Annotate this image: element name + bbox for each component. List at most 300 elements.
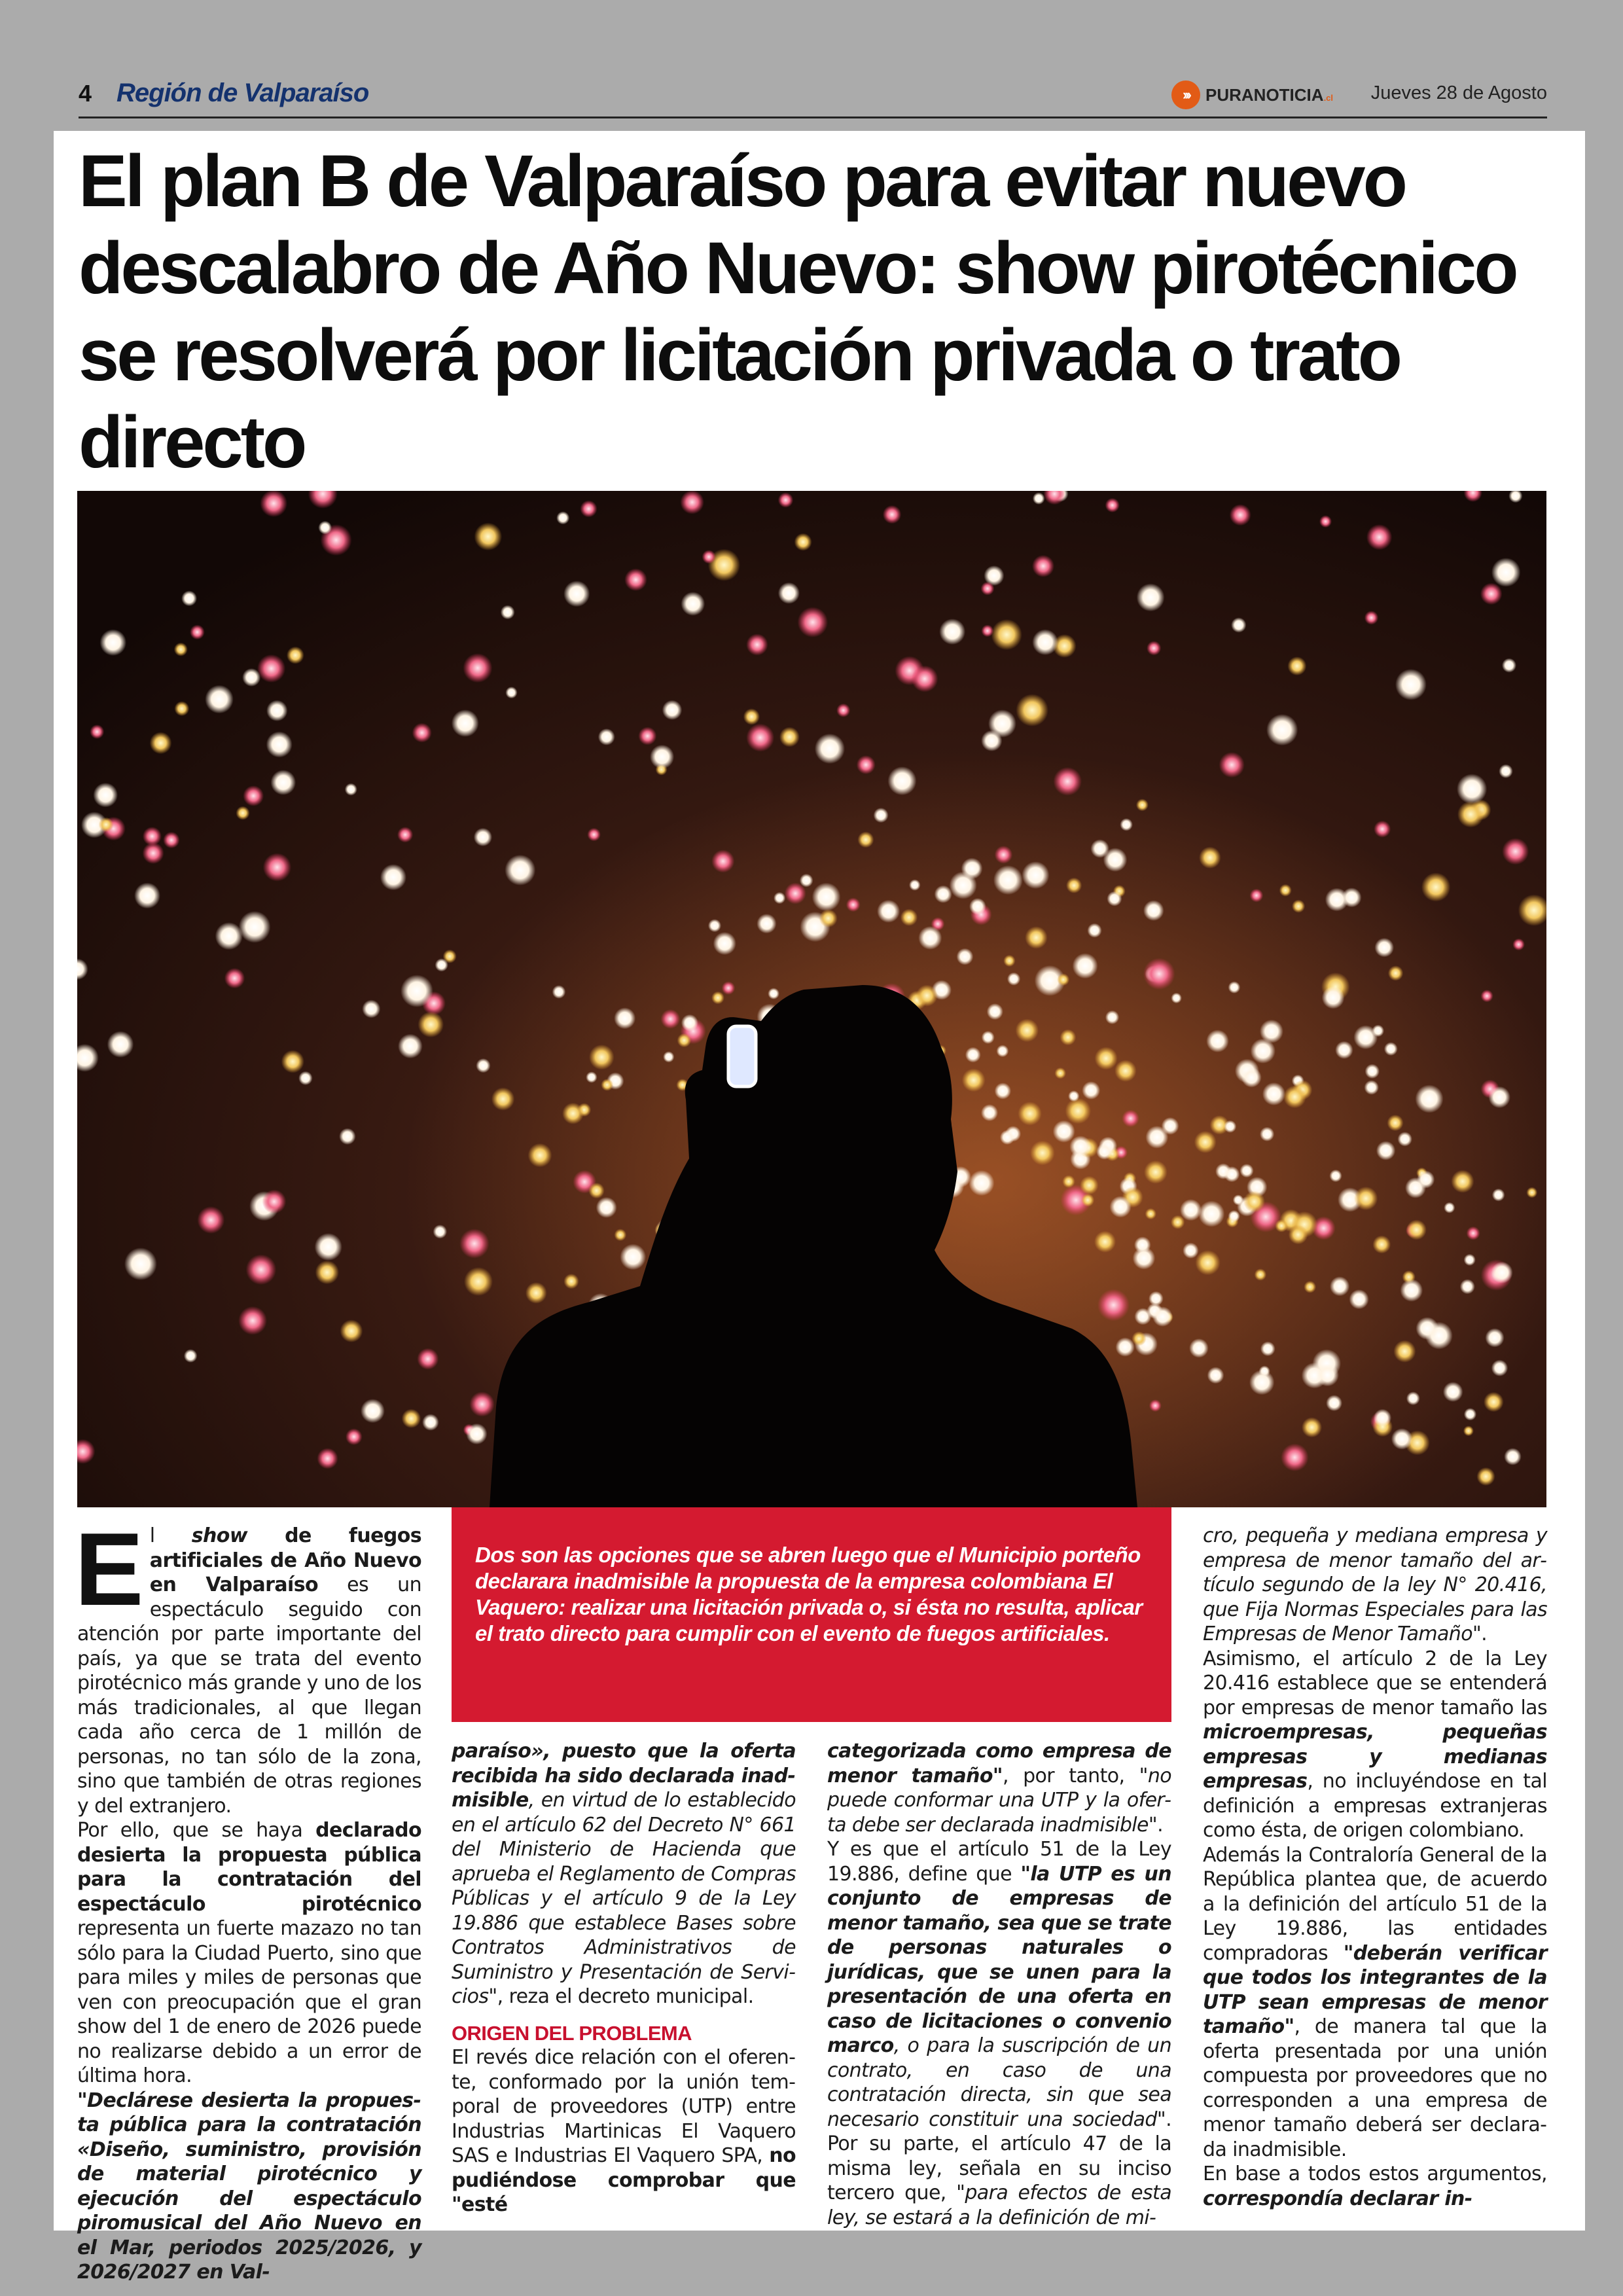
firework-spark	[961, 858, 983, 880]
firework-spark	[1032, 629, 1058, 655]
firework-spark	[1398, 1132, 1412, 1146]
firework-spark	[433, 1225, 447, 1238]
firework-spark	[1316, 1363, 1339, 1386]
firework-spark	[361, 1399, 385, 1423]
firework-spark	[1149, 1291, 1164, 1306]
firework-spark	[969, 1170, 994, 1196]
firework-spark	[987, 1003, 1003, 1020]
firework-spark	[1463, 1426, 1474, 1436]
firework-spark	[995, 1083, 1011, 1099]
firework-spark	[901, 909, 918, 926]
firework-spark	[1451, 1170, 1474, 1193]
firework-spark	[981, 1104, 998, 1121]
firework-spark	[1081, 1193, 1094, 1206]
firework-spark	[1094, 1231, 1116, 1253]
firework-spark	[774, 892, 785, 904]
firework-spark	[107, 1031, 134, 1058]
firework-spark	[505, 855, 535, 886]
firework-spark	[1230, 504, 1251, 526]
firework-spark	[1207, 1367, 1224, 1384]
firework-spark	[1224, 1166, 1240, 1182]
firework-spark	[857, 755, 876, 774]
firework-spark	[819, 909, 838, 927]
firework-spark	[266, 700, 287, 721]
firework-spark	[501, 605, 515, 620]
firework-spark	[1053, 1121, 1075, 1143]
firework-spark	[743, 708, 760, 725]
firework-spark	[1060, 1030, 1077, 1046]
firework-spark	[345, 783, 357, 796]
firework-spark	[1349, 1289, 1369, 1309]
firework-spark	[1025, 926, 1048, 949]
firework-spark	[965, 1047, 981, 1063]
firework-spark	[708, 919, 721, 932]
firework-spark	[1110, 1196, 1132, 1217]
firework-spark	[1241, 1067, 1262, 1088]
firework-spark	[677, 1033, 692, 1048]
firework-spark	[1003, 955, 1015, 967]
firework-spark	[552, 985, 566, 999]
firework-spark	[1260, 1020, 1283, 1043]
headline: El plan B de Valparaíso para evitar nuevo descalabro de Año Nuevo: show pirotécnico se resolverá por licitación privada o trato directo	[79, 140, 1516, 483]
chevrons-icon: ›››	[1171, 81, 1200, 109]
firework-spark	[397, 827, 413, 842]
firework-spark	[1481, 990, 1493, 1002]
firework-spark	[1416, 1317, 1438, 1340]
firework-spark	[997, 1045, 1009, 1057]
firework-spark	[1387, 1115, 1403, 1131]
firework-spark	[1384, 1042, 1398, 1056]
firework-spark	[134, 883, 160, 909]
firework-spark	[236, 806, 249, 820]
firework-spark	[1194, 1131, 1217, 1153]
firework-spark	[722, 981, 736, 995]
firework-spark	[1069, 1136, 1091, 1157]
firework-spark	[143, 827, 162, 846]
firework-spark	[1107, 891, 1122, 906]
firework-spark	[246, 1255, 277, 1285]
firework-spark	[1259, 1366, 1270, 1377]
firework-spark	[874, 808, 889, 823]
firework-spark	[596, 1197, 617, 1218]
firework-spark	[1395, 669, 1427, 700]
firework-spark	[912, 666, 938, 692]
firework-spark	[620, 1244, 646, 1270]
firework-spark	[1062, 1175, 1075, 1188]
firework-spark	[1073, 953, 1098, 978]
firework-spark	[163, 832, 179, 848]
firework-spark	[1255, 1268, 1267, 1281]
firework-spark	[1096, 1143, 1113, 1160]
firework-spark	[1228, 981, 1241, 994]
firework-spark	[1281, 1444, 1308, 1471]
firework-spark	[1053, 767, 1082, 796]
firework-spark	[1136, 798, 1149, 811]
firework-spark	[339, 1128, 355, 1145]
firework-spark	[1319, 515, 1332, 528]
firework-spark	[624, 568, 647, 591]
firework-spark	[271, 770, 296, 795]
firework-spark	[1250, 889, 1264, 903]
firework-spark	[650, 745, 674, 769]
firework-spark	[1376, 1141, 1395, 1160]
firework-spark	[1283, 1086, 1306, 1109]
firework-spark	[1326, 1395, 1342, 1411]
firework-spark	[526, 1282, 547, 1304]
firework-spark	[1206, 1030, 1229, 1052]
firework-spark	[452, 709, 479, 737]
firework-spark	[711, 992, 724, 1005]
firework-spark	[1480, 583, 1503, 605]
firework-spark	[794, 533, 812, 551]
firework-spark	[174, 701, 189, 716]
firework-spark	[1243, 1191, 1265, 1213]
firework-spark	[995, 846, 1013, 864]
firework-spark	[380, 864, 406, 890]
firework-spark	[1143, 900, 1164, 921]
firework-spark	[1007, 973, 1020, 986]
page-number: 4	[79, 80, 92, 107]
firework-spark	[422, 1414, 439, 1431]
firework-spark	[1016, 1019, 1039, 1043]
firework-spark	[713, 932, 736, 955]
firework-spark	[1393, 1340, 1416, 1363]
firework-spark	[474, 828, 492, 846]
firework-spark	[615, 1229, 627, 1241]
article-column-3: categorizada como empresa de menor tamaño", por tanto, "no puede conformar una UTP y la oferta debe ser declarada inadmisible". Y es que el artículo 51 de la Ley 19.886, define que "la UTP es un conjunto de empresas de menor tamaño, sea que se trate de personas naturales o jurídicas, que se unen para la presentación de una oferta en caso de licitaciones o convenio marco, o para la suscripción de un contrato, en caso de una contratación directa, sin que sea necesario constituir una sociedad". Por su parte, el artículo 47 de la misma ley, señala en su inciso tercero que, "para efectos de esta ley, se estará a la definición de mi-	[827, 1740, 1172, 2229]
puranoticia-logo	[1171, 80, 1333, 110]
firework-spark	[1171, 1215, 1185, 1229]
firework-spark	[1032, 555, 1054, 577]
firework-spark	[800, 874, 813, 888]
firework-spark	[1400, 1279, 1423, 1302]
firework-spark	[1417, 1170, 1435, 1188]
lead-box: Dos son las opciones que se abren luego que el Municipio porteño declarara inadmisible la propuesta de la empresa colombiana El Vaquero: realizar una licitación privada o, si ésta no resulta, aplicar el trato directo para cumplir con el evento de fuegos artificiales.	[452, 1507, 1171, 1722]
firework-spark	[398, 1034, 423, 1059]
firework-spark	[315, 1233, 342, 1261]
firework-spark	[239, 911, 271, 943]
logo-suffix: .cl	[1323, 92, 1334, 103]
firework-spark	[883, 505, 901, 524]
firework-spark	[746, 634, 768, 655]
firework-spark	[418, 1012, 444, 1038]
firework-spark	[1260, 1342, 1275, 1357]
firework-spark	[1228, 1210, 1240, 1222]
firework-spark	[281, 1050, 304, 1073]
firework-spark	[638, 727, 656, 745]
issue-date: Jueves 28 de Agosto	[1370, 82, 1547, 103]
firework-spark	[257, 655, 285, 683]
firework-spark	[1145, 1208, 1156, 1219]
firework-spark	[1415, 1085, 1443, 1113]
firework-spark	[260, 491, 287, 517]
firework-spark	[1485, 1328, 1504, 1347]
firework-spark	[1171, 993, 1181, 1003]
firework-spark	[1116, 1337, 1135, 1356]
firework-spark	[589, 1045, 615, 1070]
firework-spark	[1372, 1236, 1391, 1254]
firework-spark	[1137, 583, 1165, 611]
firework-spark	[1262, 1083, 1285, 1105]
firework-spark	[1033, 492, 1045, 505]
firework-spark	[1444, 1202, 1455, 1213]
firework-spark	[1304, 1281, 1316, 1293]
firework-spark	[1366, 524, 1392, 550]
firework-spark	[1233, 1194, 1243, 1205]
firework-spark	[1457, 774, 1487, 804]
firework-spark	[266, 732, 293, 758]
firework-spark	[1289, 1225, 1308, 1245]
firework-spark	[464, 1267, 493, 1296]
firework-spark	[1120, 818, 1133, 831]
firework-spark	[1275, 1219, 1288, 1232]
firework-spark	[315, 1261, 339, 1284]
firework-spark	[1325, 888, 1349, 912]
firework-spark	[877, 900, 900, 923]
firework-spark	[1132, 1331, 1146, 1346]
firework-spark	[100, 629, 127, 656]
firework-spark	[1374, 821, 1391, 838]
firework-spark	[1491, 558, 1520, 586]
firework-spark	[184, 1349, 198, 1363]
firework-spark	[262, 1190, 287, 1214]
firework-spark	[1080, 1176, 1099, 1195]
firework-spark	[466, 1424, 487, 1444]
firework-spark	[287, 647, 304, 664]
firework-spark	[1097, 1289, 1130, 1321]
firework-spark	[680, 491, 704, 514]
firework-spark	[918, 926, 942, 950]
firework-spark	[1147, 641, 1161, 655]
firework-spark	[362, 1000, 380, 1018]
firework-spark	[1143, 958, 1175, 990]
firework-spark	[1018, 1102, 1041, 1125]
firework-spark	[346, 1428, 363, 1445]
firework-spark	[586, 1071, 597, 1083]
firework-spark	[1464, 1408, 1476, 1420]
firework-spark	[1180, 1199, 1202, 1221]
firework-spark	[962, 1068, 986, 1092]
firework-spark	[463, 653, 492, 683]
firework-spark	[746, 724, 774, 752]
firework-spark	[1105, 1011, 1119, 1024]
firework-spark	[779, 727, 800, 747]
firework-spark	[556, 511, 569, 524]
firework-spark	[1145, 1126, 1168, 1149]
firework-spark	[505, 687, 517, 698]
firework-spark	[1457, 801, 1484, 827]
firework-spark	[757, 914, 776, 933]
firework-spark	[1499, 764, 1512, 778]
firework-spark	[1105, 498, 1120, 512]
firework-spark	[1354, 1187, 1378, 1210]
firework-spark	[614, 1007, 635, 1029]
firework-spark	[681, 1014, 698, 1031]
firework-spark	[661, 1009, 681, 1029]
firework-spark	[981, 624, 993, 637]
firework-spark	[888, 766, 917, 795]
firework-spark	[1149, 1399, 1162, 1412]
firework-spark	[150, 732, 172, 754]
firework-spark	[768, 988, 779, 999]
firework-spark	[1292, 900, 1305, 913]
firework-spark	[435, 958, 448, 971]
fireworks-photo	[77, 491, 1546, 1507]
firework-spark	[1322, 986, 1345, 1009]
firework-spark	[491, 1087, 514, 1110]
firework-spark	[1000, 1130, 1015, 1145]
firework-spark	[1489, 1086, 1510, 1108]
firework-spark	[1231, 617, 1246, 632]
firework-spark	[474, 523, 503, 551]
firework-spark	[1364, 1080, 1379, 1094]
firework-spark	[1065, 1098, 1092, 1124]
firework-spark	[1460, 1279, 1475, 1294]
firework-spark	[993, 865, 1023, 895]
firework-spark	[1492, 1189, 1505, 1202]
firework-spark	[1066, 878, 1082, 893]
firework-spark	[1199, 847, 1221, 869]
firework-spark	[836, 704, 850, 717]
firework-spark	[1134, 1236, 1151, 1253]
firework-spark	[702, 550, 716, 564]
firework-spark	[1476, 1467, 1495, 1486]
camera-screen	[728, 1026, 756, 1086]
firework-spark	[190, 624, 205, 639]
firework-spark	[1464, 1254, 1476, 1266]
firework-spark	[205, 685, 234, 714]
firework-spark	[916, 985, 938, 1007]
firework-spark	[1189, 1338, 1209, 1358]
firework-spark	[1512, 939, 1525, 951]
firework-spark	[1491, 1262, 1513, 1283]
firework-spark	[598, 728, 615, 745]
firework-spark	[1198, 1201, 1224, 1227]
firework-spark	[459, 1229, 489, 1258]
firework-spark	[1365, 1064, 1380, 1079]
firework-spark	[1240, 1164, 1253, 1177]
firework-spark	[93, 783, 118, 808]
firework-spark	[778, 583, 800, 604]
firework-spark	[298, 1071, 312, 1085]
firework-spark	[1022, 861, 1049, 889]
firework-spark	[1152, 1306, 1173, 1327]
firework-spark	[1502, 658, 1516, 673]
article-column-2: paraíso», puesto que la oferta recibida ha sido declarada inadmisible, en virtud de lo establecido en el artículo 62 del Decreto N° 661 del Ministerio de Hacienda que aprueba el Reglamento de Compras Públicas y el artículo 9 de la Ley 19.886 que establece Bases sobre Contratos Administrativos de Suministro y Presentación de Servicios", reza el decreto municipal. ORIGEN DEL PROBLEMA El revés dice relación con el oferente, conformado por la unión temporal de proveedores (UTP) entre Industrias Martinicas El Vaquero SAS e Industrias El Vaquero SPA, no pudiéndose comprobar que "esté	[452, 1740, 796, 2216]
firework-spark	[778, 492, 793, 507]
firework-spark	[318, 521, 332, 535]
firework-spark	[124, 1247, 157, 1280]
firework-spark	[681, 592, 705, 616]
firework-spark	[1467, 1227, 1480, 1240]
firework-spark	[991, 619, 1022, 650]
firework-spark	[401, 975, 433, 1007]
firework-spark	[939, 619, 965, 645]
firework-spark	[1329, 1170, 1342, 1182]
firework-spark	[580, 500, 597, 517]
firework-spark	[711, 850, 734, 872]
firework-spark	[1016, 694, 1048, 726]
section-title: Región de Valparaíso	[116, 79, 369, 107]
article-column-4: cro, pequeña y mediana empresa y empresa de menor tamaño del artículo segundo de la ley N° 20.416, que Fija Normas Especiales para las Empresas de Menor Tamaño". Asimismo, el artículo 2 de la Ley 20.416 establece que se entenderá por empresas de menor tamaño las microempresas, pequeñas empresas y medianas empresas, no incluyéndose en tal definición a empresas extranjeras como ésta, de origen colombiano. Además la Contraloría General de la República plantea que, de acuerdo a la definición del artículo 51 de la Ley 19.886, las entidades compradoras "deberán verificar que todos los integrantes de la UTP sean empresas de menor tamaño", de manera tal que la oferta presentada por una unión compuesta por proveedores que no corresponden a una empresa de menor tamaño deberá ser declarada inadmisible. En base a todos estos argumentos, correspondía declarar in-	[1203, 1524, 1547, 2210]
firework-spark	[587, 828, 601, 842]
firework-spark	[1030, 1141, 1055, 1166]
firework-spark	[662, 700, 682, 720]
firework-spark	[812, 883, 841, 912]
firework-spark	[1183, 1243, 1198, 1259]
firework-spark	[1391, 1428, 1413, 1450]
firework-spark	[1335, 1041, 1353, 1059]
firework-spark	[969, 898, 986, 915]
firework-spark	[1526, 1187, 1537, 1198]
firework-spark	[1082, 1081, 1100, 1100]
firework-spark	[935, 886, 952, 903]
firework-spark	[476, 1058, 490, 1073]
firework-spark	[1502, 838, 1529, 865]
firework-spark	[317, 1448, 338, 1469]
firework-spark	[1388, 965, 1403, 980]
firework-spark	[99, 817, 114, 833]
firework-spark	[215, 922, 243, 950]
firework-spark	[1219, 752, 1245, 778]
firework-spark	[528, 1143, 552, 1168]
firework-spark	[857, 831, 874, 848]
firework-spark	[181, 590, 197, 606]
firework-spark	[412, 723, 432, 743]
firework-spark	[90, 725, 104, 739]
firework-spark	[197, 1206, 224, 1234]
firework-spark	[981, 582, 995, 596]
firework-spark	[1374, 938, 1394, 958]
firework-spark	[263, 853, 291, 881]
page-header	[79, 73, 1547, 118]
firework-spark	[1374, 1409, 1391, 1427]
firework-spark	[1095, 1047, 1118, 1069]
firework-spark	[1054, 1067, 1066, 1079]
firework-spark	[1279, 884, 1292, 897]
firework-spark	[909, 880, 920, 891]
logo-text: PURANOTICIA	[1205, 84, 1324, 105]
firework-spark	[1287, 656, 1306, 675]
firework-spark	[469, 1391, 494, 1416]
subhead-origen: ORIGEN DEL PROBLEMA	[452, 2021, 692, 2045]
firework-spark	[663, 1051, 674, 1062]
firework-spark	[1144, 1160, 1168, 1184]
firework-spark	[1302, 1417, 1322, 1437]
firework-spark	[1364, 611, 1378, 624]
firework-spark	[1484, 1392, 1504, 1412]
firework-spark	[1406, 1220, 1427, 1240]
firework-spark	[1057, 973, 1069, 986]
firework-spark	[1068, 1090, 1079, 1102]
firework-spark	[563, 581, 590, 607]
firework-spark	[224, 968, 245, 988]
firework-spark	[1224, 1121, 1236, 1133]
firework-spark	[238, 1306, 267, 1335]
firework-spark	[340, 1319, 363, 1342]
firework-spark	[174, 643, 188, 656]
firework-spark	[1491, 1360, 1508, 1376]
firework-spark	[1091, 839, 1109, 857]
article-column-1: El show de fuegos artificiales de Año Nuevo en Valparaíso es un espectáculo seguido con atención por parte importante del país, ya que se trata del evento pirotécnico más grande y uno de los más tradicionales, al que llegan cada año cerca de 1 millón de personas, no tan sólo de la zona, sino que también de otras regiones y del extranjero. Por ello, que se haya declarado desierta la propuesta pública para la contratación del espectáculo pirotécnico representa un fuerte mazazo no tan sólo para la Ciudad Puerto, sino que para miles y miles de personas que ven con preocupación que el gran show del 1 de enero de 2026 puede no realizarse debido a un error de última hora. "Declárese desierta la propuesta pública para la contratación «Diseño, suministro, provisión de material pirotécnico y ejecución del espectáculo piromusical del Año Nuevo en el Mar, periodos 2025/2026, y 2026/2027 en Val-	[75, 1512, 422, 2284]
firework-spark	[957, 948, 974, 965]
firework-spark	[1195, 1250, 1220, 1275]
firework-spark	[601, 1079, 613, 1091]
firework-spark	[1266, 714, 1298, 745]
firework-spark	[846, 897, 861, 912]
firework-spark	[1122, 1110, 1139, 1128]
firework-spark	[1087, 924, 1101, 938]
